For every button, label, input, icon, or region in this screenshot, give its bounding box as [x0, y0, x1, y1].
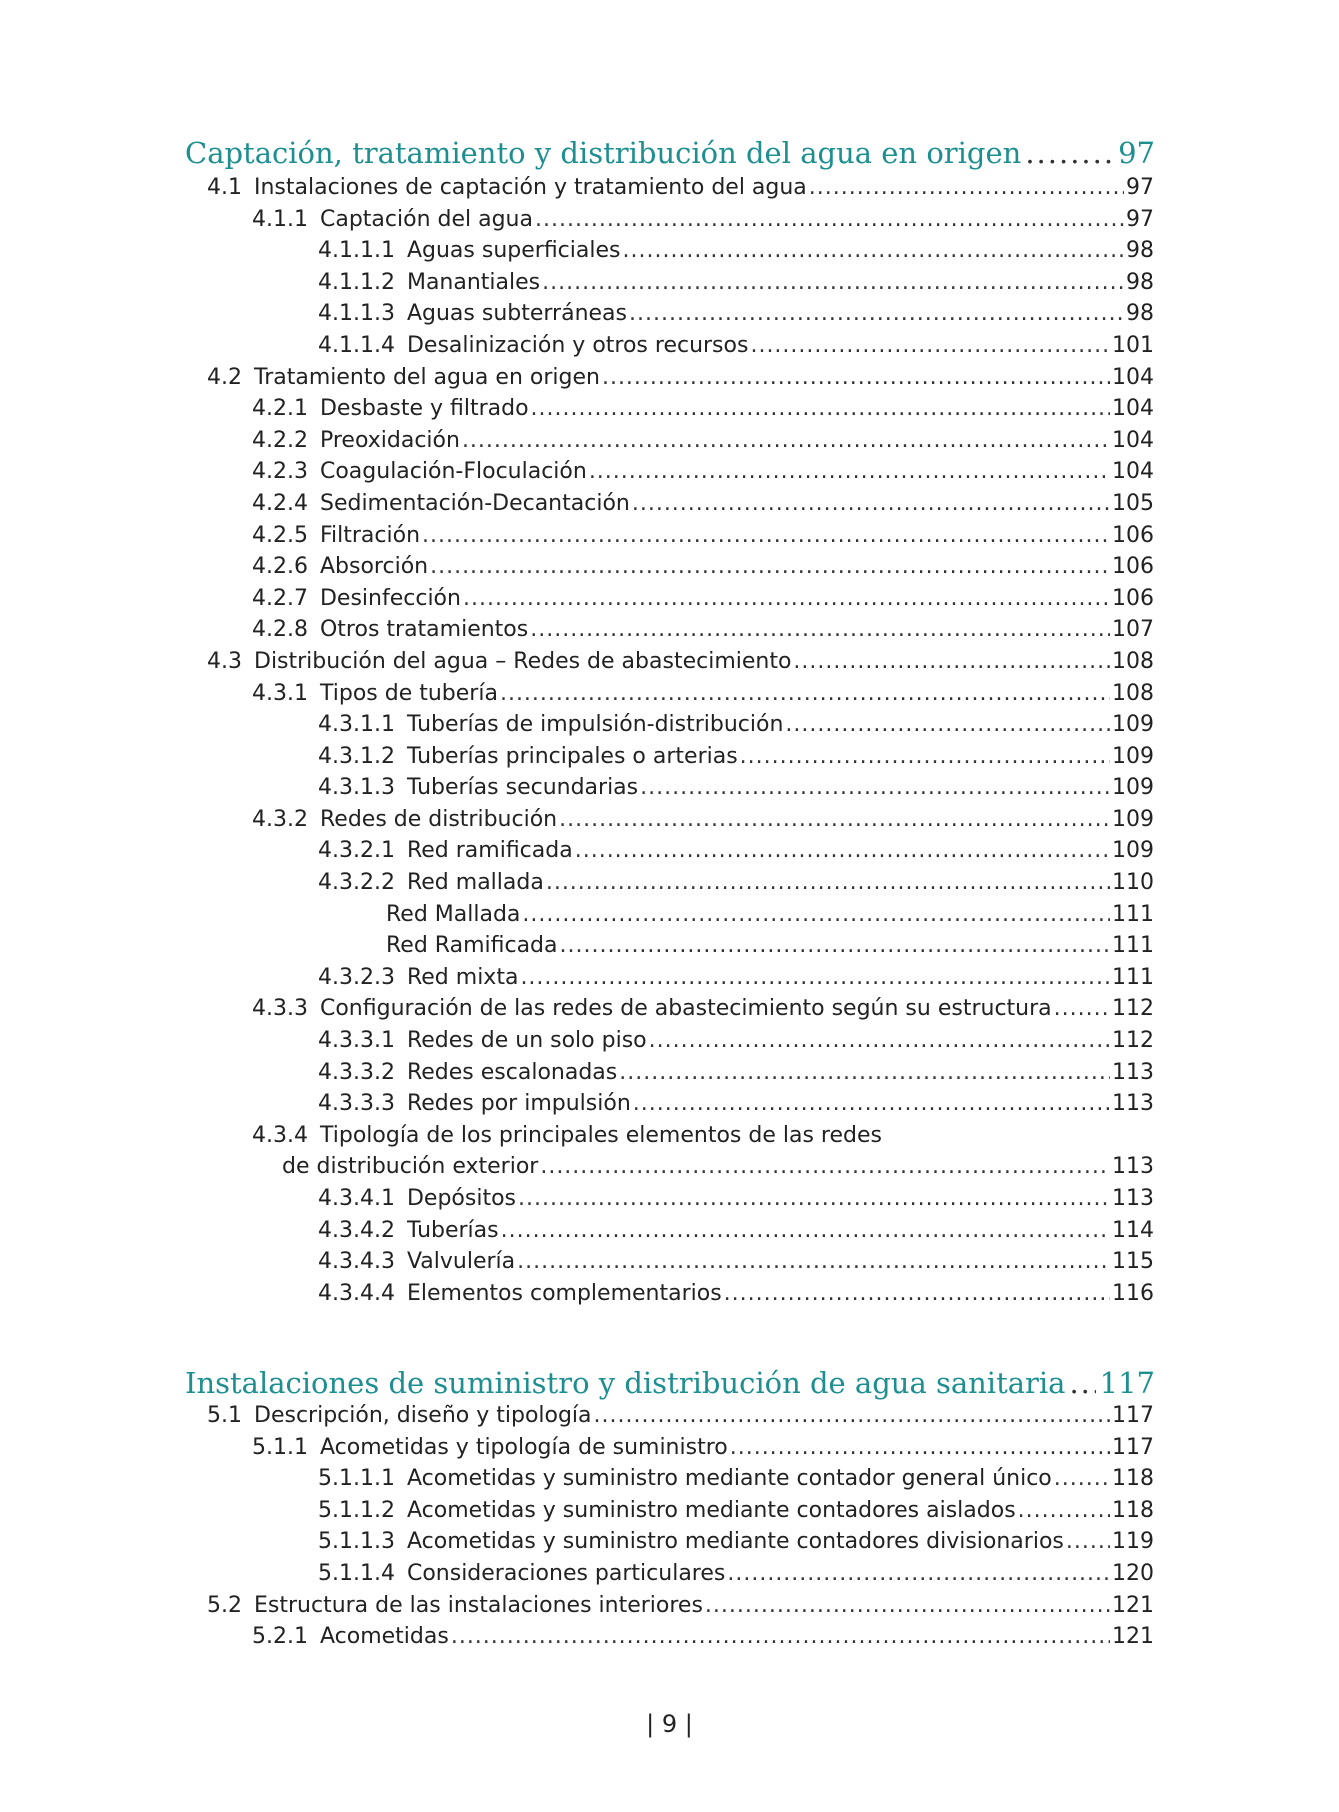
toc-entry	[0, 1151, 1339, 1183]
toc-entry	[0, 1183, 1339, 1215]
toc-entry-number: 4.3	[207, 648, 242, 674]
dot-leader	[1054, 1463, 1110, 1495]
toc-entry	[0, 1621, 1339, 1653]
dot-leader	[522, 899, 1110, 931]
toc-entry-page-number: 108	[1112, 680, 1154, 706]
toc-entry-number: 4.2.5	[252, 522, 308, 548]
toc-entry-number: 4.2	[207, 364, 242, 390]
toc-entry-page-number: 101	[1112, 332, 1154, 358]
toc-entry-page-number: 120	[1112, 1560, 1154, 1586]
toc-entry-number: 4.3.1.3	[318, 775, 395, 801]
dot-leader	[594, 1400, 1110, 1432]
toc-entry-title: Tipos de tubería	[319, 680, 498, 706]
toc-entry-page-number: 112	[1112, 996, 1154, 1022]
toc-entry-number: 5.1.1.1	[318, 1466, 395, 1492]
toc-entry-title: Redes por impulsión	[406, 1091, 631, 1117]
toc-entry-number: 4.2.2	[252, 427, 308, 453]
toc-entry	[0, 962, 1339, 994]
dot-leader	[531, 393, 1110, 425]
toc-entry-page-number: 109	[1112, 806, 1154, 832]
toc-entry	[0, 1278, 1339, 1310]
dot-leader	[463, 583, 1110, 615]
toc-entry	[0, 425, 1339, 457]
toc-entry-page-number: 97	[1126, 175, 1154, 200]
toc-entry	[0, 393, 1339, 425]
toc-entry-title: Tuberías principales o arterias	[406, 743, 738, 769]
toc-entry-title: Desalinización y otros recursos	[406, 332, 749, 358]
toc-entry-page-number: 104	[1112, 364, 1154, 390]
chapter-heading-4	[185, 135, 1155, 171]
toc-entry-title: Otros tratamientos	[319, 617, 529, 643]
dot-leader	[589, 456, 1110, 488]
dot-leader	[602, 362, 1110, 394]
dot-leader	[640, 772, 1110, 804]
dot-leader	[451, 1621, 1110, 1653]
toc-entry-page-number: 119	[1112, 1529, 1154, 1555]
toc-entry-title: Tuberías secundarias	[406, 775, 639, 801]
toc-entry-number: 4.3.4.2	[318, 1217, 395, 1243]
toc-entry-title: Captación del agua	[319, 206, 533, 232]
dot-leader	[730, 1432, 1110, 1464]
toc-entry	[0, 1432, 1339, 1464]
dot-leader	[1054, 993, 1110, 1025]
toc-entry	[0, 1215, 1339, 1247]
toc-entry-page-number: 109	[1112, 743, 1154, 769]
toc-entry	[0, 204, 1339, 236]
toc-entry-number: 4.2.8	[252, 617, 308, 643]
dot-leader	[500, 678, 1110, 710]
toc-entry	[0, 1400, 1339, 1432]
toc-entry-title: Red Ramificada	[386, 933, 558, 959]
toc-entry	[0, 772, 1339, 804]
toc-entry-page-number: 113	[1112, 1091, 1154, 1117]
toc-entry-title: Manantiales	[406, 269, 541, 295]
toc-entry-title: Tratamiento del agua en origen	[254, 364, 600, 390]
toc-entry	[0, 298, 1339, 330]
dot-leader	[560, 930, 1111, 962]
toc-entry-page-number: 113	[1112, 1186, 1154, 1211]
dot-leader	[619, 1057, 1110, 1089]
toc-entry	[0, 614, 1339, 646]
toc-entry-number: 4.3.2.1	[318, 838, 395, 864]
toc-entry-title: Aguas superficiales	[406, 238, 621, 264]
chapter-page-number: 97	[1118, 136, 1155, 170]
toc-entry-title: Distribución del agua – Redes de abastecimiento	[254, 648, 792, 674]
toc-entry-page-number: 118	[1112, 1466, 1154, 1492]
toc-entry-page-number: 117	[1112, 1403, 1154, 1428]
toc-entry-page-number: 104	[1112, 396, 1154, 422]
toc-entry-page-number: 112	[1112, 1028, 1154, 1054]
toc-entry-title: de distribución exterior	[282, 1154, 539, 1180]
toc-entry	[0, 520, 1339, 552]
toc-entry-title: Coagulación-Floculación	[319, 459, 587, 485]
toc-entry	[0, 1025, 1339, 1057]
toc-entry	[0, 267, 1339, 299]
toc-entry	[0, 583, 1339, 615]
dot-leader	[1069, 1365, 1095, 1401]
toc-entry	[0, 709, 1339, 741]
chapter-page-number: 117	[1099, 1366, 1155, 1400]
toc-entry-title: Sedimentación-Decantación	[319, 490, 630, 516]
toc-entry-title: Tipología de los principales elementos de las redes	[319, 1122, 882, 1148]
toc-entry	[0, 899, 1339, 931]
dot-leader	[530, 614, 1110, 646]
dot-leader	[1018, 1495, 1110, 1527]
toc-entry-number: 4.2.7	[252, 585, 308, 611]
toc-entry	[0, 867, 1339, 899]
toc-entry	[0, 362, 1339, 394]
toc-entry-page-number: 110	[1112, 870, 1154, 896]
dot-leader	[740, 741, 1110, 773]
toc-entry	[0, 1495, 1339, 1527]
toc-entry-number: 4.1	[207, 175, 242, 200]
toc-entry-number: 5.1.1.4	[318, 1560, 395, 1586]
toc-entry-number: 4.3.1	[252, 680, 308, 706]
dot-leader	[629, 298, 1124, 330]
toc-entry-title: Tuberías de impulsión-distribución	[406, 712, 784, 738]
dot-leader	[559, 804, 1110, 836]
toc-entry-title: Red mallada	[406, 870, 544, 896]
toc-entry-number: 4.3.1.2	[318, 743, 395, 769]
toc-entry-page-number: 109	[1112, 712, 1154, 738]
toc-entry-number: 4.1.1.1	[318, 238, 395, 264]
toc-entry-page-number: 121	[1112, 1624, 1154, 1650]
dot-leader	[518, 1183, 1110, 1215]
toc-entry-number: 4.3.2.2	[318, 870, 395, 896]
chapter-heading-5	[185, 1365, 1155, 1401]
dot-leader	[649, 1025, 1110, 1057]
dot-leader	[1066, 1526, 1110, 1558]
dot-leader	[632, 488, 1110, 520]
toc-entry-number: 4.3.4.4	[318, 1280, 395, 1306]
toc-entry-title: Consideraciones particulares	[406, 1560, 726, 1586]
toc-entry-number: 5.2	[207, 1592, 242, 1618]
chapter-title: Instalaciones de suministro y distribución de agua sanitaria	[185, 1366, 1066, 1400]
toc-entry	[0, 1120, 1339, 1152]
toc-entry	[0, 804, 1339, 836]
toc-entry-title: Elementos complementarios	[406, 1280, 722, 1306]
dot-leader	[633, 1088, 1110, 1120]
dot-leader	[540, 1151, 1110, 1183]
dot-leader	[501, 1215, 1110, 1247]
toc-entry	[0, 172, 1339, 204]
dot-leader	[809, 172, 1124, 204]
dot-leader	[793, 646, 1110, 678]
toc-entry-number: 4.1.1.3	[318, 301, 395, 327]
dot-leader	[520, 962, 1110, 994]
dot-leader	[727, 1558, 1110, 1590]
toc-entry-title: Filtración	[319, 522, 421, 548]
toc-entry-number: 5.1.1.2	[318, 1497, 395, 1523]
toc-entry-number: 4.1.1	[252, 206, 308, 232]
toc-entry-title: Red Mallada	[386, 901, 521, 927]
toc-entry-number: 4.3.3.1	[318, 1028, 395, 1054]
dot-leader	[724, 1278, 1110, 1310]
dot-leader	[462, 425, 1110, 457]
toc-entry	[0, 1558, 1339, 1590]
toc-entry	[0, 1088, 1339, 1120]
toc-entry-page-number: 104	[1112, 427, 1154, 453]
toc-entry-number: 4.3.4.3	[318, 1249, 395, 1275]
toc-list-chapter-4	[0, 172, 1339, 1309]
toc-entry-page-number: 109	[1112, 838, 1154, 864]
toc-entry-title: Tuberías	[406, 1217, 499, 1243]
toc-entry-page-number: 97	[1126, 206, 1154, 232]
toc-entry-page-number: 107	[1112, 617, 1154, 643]
dot-leader	[622, 235, 1124, 267]
toc-entry-title: Acometidas	[319, 1624, 449, 1650]
toc-entry-number: 4.3.3.2	[318, 1059, 395, 1085]
toc-entry-page-number: 113	[1112, 1154, 1154, 1180]
toc-entry-number: 5.1.1.3	[318, 1529, 395, 1555]
toc-entry-page-number: 106	[1112, 585, 1154, 611]
toc-entry-title: Redes de un solo piso	[406, 1028, 647, 1054]
toc-entry-page-number: 106	[1112, 522, 1154, 548]
toc-entry-title: Configuración de las redes de abastecimiento según su estructura	[319, 996, 1052, 1022]
toc-entry-page-number: 114	[1112, 1217, 1154, 1243]
page-number: | 9 |	[646, 1710, 693, 1738]
toc-entry	[0, 488, 1339, 520]
dot-leader	[542, 267, 1124, 299]
toc-entry-title: Preoxidación	[319, 427, 460, 453]
toc-entry-title: Acometidas y suministro mediante contadores divisionarios	[406, 1529, 1064, 1555]
toc-entry-page-number: 104	[1112, 459, 1154, 485]
toc-entry	[0, 741, 1339, 773]
toc-entry-title: Red mixta	[406, 964, 519, 990]
toc-entry-number: 5.1.1	[252, 1434, 308, 1460]
toc-entry	[0, 1526, 1339, 1558]
toc-entry-page-number: 98	[1126, 238, 1154, 264]
toc-entry-title: Desinfección	[319, 585, 461, 611]
toc-entry-title: Instalaciones de captación y tratamiento del agua	[254, 175, 807, 200]
toc-entry-page-number: 98	[1126, 301, 1154, 327]
toc-entry-page-number: 111	[1112, 933, 1154, 959]
toc-entry-number: 4.1.1.4	[318, 332, 395, 358]
chapter-title: Captación, tratamiento y distribución del agua en origen	[185, 136, 1022, 170]
dot-leader	[517, 1246, 1110, 1278]
dot-leader	[430, 551, 1110, 583]
toc-entry-page-number: 117	[1112, 1434, 1154, 1460]
toc-entry-page-number: 111	[1112, 901, 1154, 927]
toc-entry	[0, 456, 1339, 488]
dot-leader	[422, 520, 1110, 552]
toc-entry-title: Acometidas y suministro mediante contador general único	[406, 1466, 1052, 1492]
toc-entry	[0, 330, 1339, 362]
toc-entry-number: 4.3.3.3	[318, 1091, 395, 1117]
toc-entry-title: Redes de distribución	[319, 806, 558, 832]
toc-entry-title: Valvulería	[406, 1249, 516, 1275]
toc-entry-number: 4.2.4	[252, 490, 308, 516]
toc-entry-number: 5.1	[207, 1403, 242, 1428]
toc-entry	[0, 993, 1339, 1025]
toc-entry-page-number: 116	[1112, 1280, 1154, 1306]
toc-entry-number: 4.3.1.1	[318, 712, 395, 738]
toc-entry-title: Redes escalonadas	[406, 1059, 618, 1085]
toc-entry-page-number: 108	[1112, 648, 1154, 674]
toc-entry	[0, 1463, 1339, 1495]
toc-entry-number: 4.1.1.2	[318, 269, 395, 295]
toc-entry-title: Descripción, diseño y tipología	[254, 1403, 592, 1428]
toc-entry	[0, 235, 1339, 267]
toc-entry-number: 4.3.2	[252, 806, 308, 832]
toc-entry-page-number: 111	[1112, 964, 1154, 990]
page-footer	[0, 1710, 1339, 1738]
toc-entry-number: 4.3.2.3	[318, 964, 395, 990]
toc-entry-page-number: 98	[1126, 269, 1154, 295]
toc-entry-number: 4.3.4.1	[318, 1186, 395, 1211]
toc-entry-title: Depósitos	[406, 1186, 516, 1211]
toc-entry-title: Acometidas y suministro mediante contadores aislados	[406, 1497, 1016, 1523]
toc-entry	[0, 930, 1339, 962]
toc-entry	[0, 1590, 1339, 1622]
toc-entry-page-number: 118	[1112, 1497, 1154, 1523]
toc-entry-page-number: 121	[1112, 1592, 1154, 1618]
toc-entry-title: Desbaste y filtrado	[319, 396, 529, 422]
toc-entry-number: 4.2.3	[252, 459, 308, 485]
toc-entry-title: Estructura de las instalaciones interiores	[254, 1592, 703, 1618]
toc-entry-page-number: 109	[1112, 775, 1154, 801]
toc-entry	[0, 1057, 1339, 1089]
toc-entry-number: 4.2.1	[252, 396, 308, 422]
toc-list-chapter-5	[0, 1400, 1339, 1653]
toc-entry	[0, 551, 1339, 583]
toc-entry	[0, 678, 1339, 710]
toc-entry	[0, 646, 1339, 678]
toc-entry-page-number: 106	[1112, 554, 1154, 580]
dot-leader	[535, 204, 1124, 236]
dot-leader	[750, 330, 1110, 362]
dot-leader	[575, 835, 1110, 867]
toc-entry-number: 5.2.1	[252, 1624, 308, 1650]
toc-entry-page-number: 115	[1112, 1249, 1154, 1275]
dot-leader	[705, 1590, 1110, 1622]
toc-entry-title: Absorción	[319, 554, 429, 580]
dot-leader	[546, 867, 1110, 899]
toc-entry-number: 4.3.4	[252, 1122, 308, 1148]
dot-leader	[1025, 135, 1114, 171]
toc-entry-title: Aguas subterráneas	[406, 301, 628, 327]
toc-entry-number: 4.3.3	[252, 996, 308, 1022]
toc-entry-title: Acometidas y tipología de suministro	[319, 1434, 728, 1460]
toc-entry	[0, 1246, 1339, 1278]
toc-entry-title: Red ramificada	[406, 838, 573, 864]
toc-entry-page-number: 113	[1112, 1059, 1154, 1085]
dot-leader	[785, 709, 1110, 741]
toc-entry	[0, 835, 1339, 867]
toc-entry-number: 4.2.6	[252, 554, 308, 580]
toc-entry-page-number: 105	[1112, 490, 1154, 516]
